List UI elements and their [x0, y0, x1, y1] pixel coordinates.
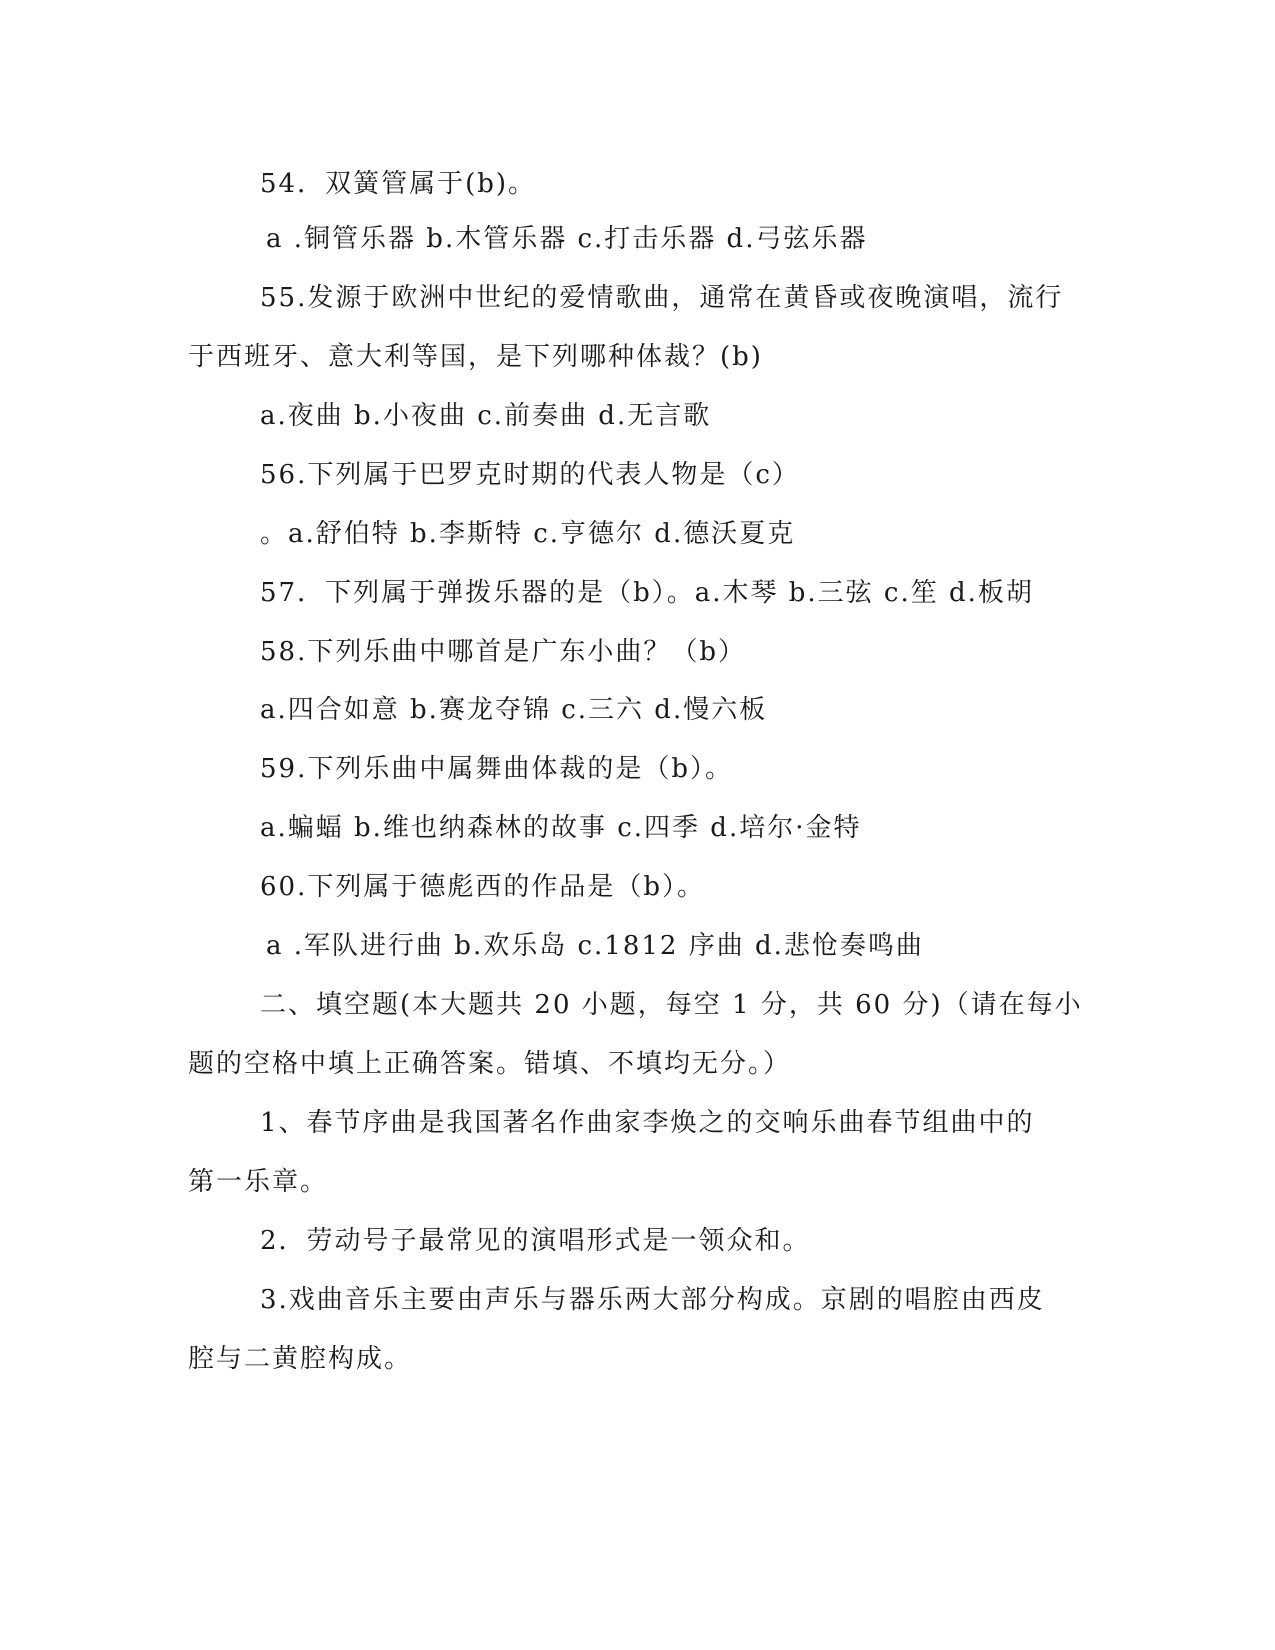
fill-2: 2．劳动号子最常见的演唱形式是一领众和。 [260, 1226, 811, 1256]
section-2-heading-line-2: 题的空格中填上正确答案。错填、不填均无分。） [188, 1049, 792, 1079]
question-60-options: a .军队进行曲 b.欢乐岛 c.1812 序曲 d.悲怆奏鸣曲 [266, 931, 924, 961]
question-58: 58.下列乐曲中哪首是广东小曲？（b） [260, 637, 746, 667]
fill-1-line-1: 1、春节序曲是我国著名作曲家李焕之的交响乐曲春节组曲中的 [260, 1108, 1035, 1138]
question-59: 59.下列乐曲中属舞曲体裁的是（b）。 [260, 754, 733, 784]
fill-3-line-1: 3.戏曲音乐主要由声乐与器乐两大部分构成。京剧的唱腔由西皮 [260, 1285, 1045, 1315]
question-56-options: 。a.舒伯特 b.李斯特 c.亨德尔 d.德沃夏克 [260, 519, 796, 549]
question-55-options: a.夜曲 b.小夜曲 c.前奏曲 d.无言歌 [260, 401, 712, 431]
question-54-options: a .铜管乐器 b.木管乐器 c.打击乐器 d.弓弦乐器 [266, 224, 868, 254]
question-58-options: a.四合如意 b.赛龙夺锦 c.三六 d.慢六板 [260, 695, 768, 725]
question-55-line-1: 55.发源于欧洲中世纪的爱情歌曲，通常在黄昏或夜晚演唱，流行 [260, 283, 1064, 313]
question-60: 60.下列属于德彪西的作品是（b）。 [260, 872, 705, 902]
fill-1-line-2: 第一乐章。 [188, 1167, 329, 1197]
fill-3-line-2: 腔与二黄腔构成。 [188, 1344, 413, 1374]
section-2-heading-line-1: 二、填空题(本大题共 20 小题，每空 1 分，共 60 分)（请在每小 [260, 990, 1083, 1020]
question-55-line-2: 于西班牙、意大利等国，是下列哪种体裁？(b) [188, 342, 763, 372]
question-59-options: a.蝙蝠 b.维也纳森林的故事 c.四季 d.培尔·金特 [260, 813, 862, 843]
question-54: 54．双簧管属于(b)。 [260, 169, 537, 199]
question-57: 57．下列属于弹拨乐器的是（b）。a.木琴 b.三弦 c.笙 d.板胡 [260, 578, 1034, 608]
question-56: 56.下列属于巴罗克时期的代表人物是（c） [260, 460, 800, 490]
